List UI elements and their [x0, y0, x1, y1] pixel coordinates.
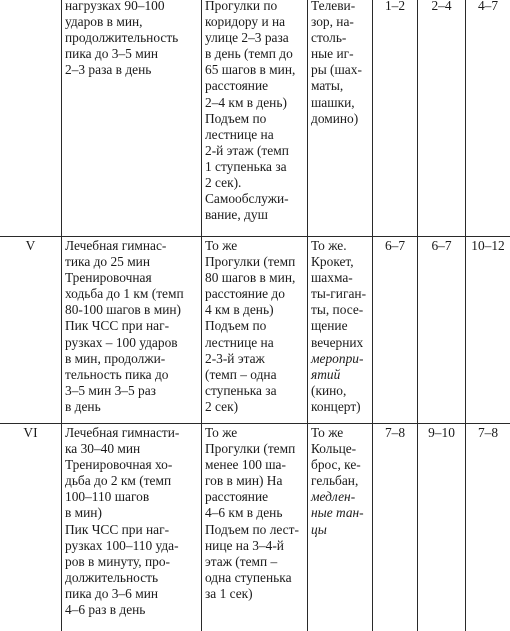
column-divider: [417, 0, 418, 631]
stage-v-walking-cell: То же Прогулки (темп 80 шагов в мин, расстояние до 4 км в день) Подъем по лестнице на 2-3-й этаж (темп – одна ступенька за 2 сек): [205, 238, 296, 414]
row1-walking-cell: Прогулки по коридору и на улице 2–3 раза в день (темп до 65 шагов в мин, расстояние 2–4 км в день) Подъем по лестнице на 2-й этаж (темп 1 ступенька за 2 сек). Самообслужи- вание, душ: [205, 0, 296, 223]
stage-vi-value-c: 7–8: [477, 425, 499, 440]
stage-vi-walking-cell: То же Прогулки (темп менее 100 ша- гов в мин) На расстояние 4–6 км в день Подъем по лест- нице на 3–4-й этаж (темп – одна ступенька за 1 сек): [205, 425, 299, 601]
row-divider: [0, 236, 510, 237]
stage-vi-label: VI: [23, 425, 38, 440]
column-divider: [465, 0, 466, 631]
stage-v-value-b: 6–7: [431, 238, 452, 253]
row-divider: [0, 423, 510, 424]
row1-leisure-cell: Телеви- зор, на- столь- ные иг- ры (шах- маты, шашки, домино): [311, 0, 362, 126]
column-divider: [372, 0, 373, 631]
stage-v-leisure-cell: То же. Крокет, шахма- ты-гиган- ты, посе- щение вечерних меропри- ятий (кино, концерт): [311, 238, 367, 414]
stage-v-value-c: 10–12: [471, 238, 505, 253]
row1-value-a: 1–2: [384, 0, 406, 13]
row1-value-b: 2–4: [431, 0, 452, 13]
stage-v-label: V: [25, 238, 36, 253]
stage-vi-activity-cell: Лечебная гимнасти- ка 30–40 мин Тренировочная хо- дьба до 2 км (темп 100–110 шагов в мин) Пик ЧСС при наг- рузках 100–110 уда- ров в минуту, про- должительность пика до 3–6 мин 4–6 раз в день: [65, 425, 180, 618]
stage-v-activity-cell: Лечебная гимнас- тика до 25 мин Тренировочная ходьба до 1 км (темп 80-100 шагов в мин) Пик ЧСС при наг- рузках – 100 ударов в мин, продолжи- тельность пика до 3–5 мин 3–5 раз в день: [65, 238, 184, 414]
row1-activity-cell: нагрузках 90–100 ударов в мин, продолжительность пика до 3–5 мин 2–3 раза в день: [65, 0, 179, 78]
stage-vi-value-a: 7–8: [384, 425, 406, 440]
row1-value-c: 4–7: [477, 0, 499, 13]
stage-vi-value-b: 9–10: [428, 425, 455, 440]
stage-vi-leisure-cell: То же Кольце- брос, ке- гельбан, медлен- ные тан- цы: [311, 425, 364, 537]
stage-v-value-a: 6–7: [384, 238, 406, 253]
